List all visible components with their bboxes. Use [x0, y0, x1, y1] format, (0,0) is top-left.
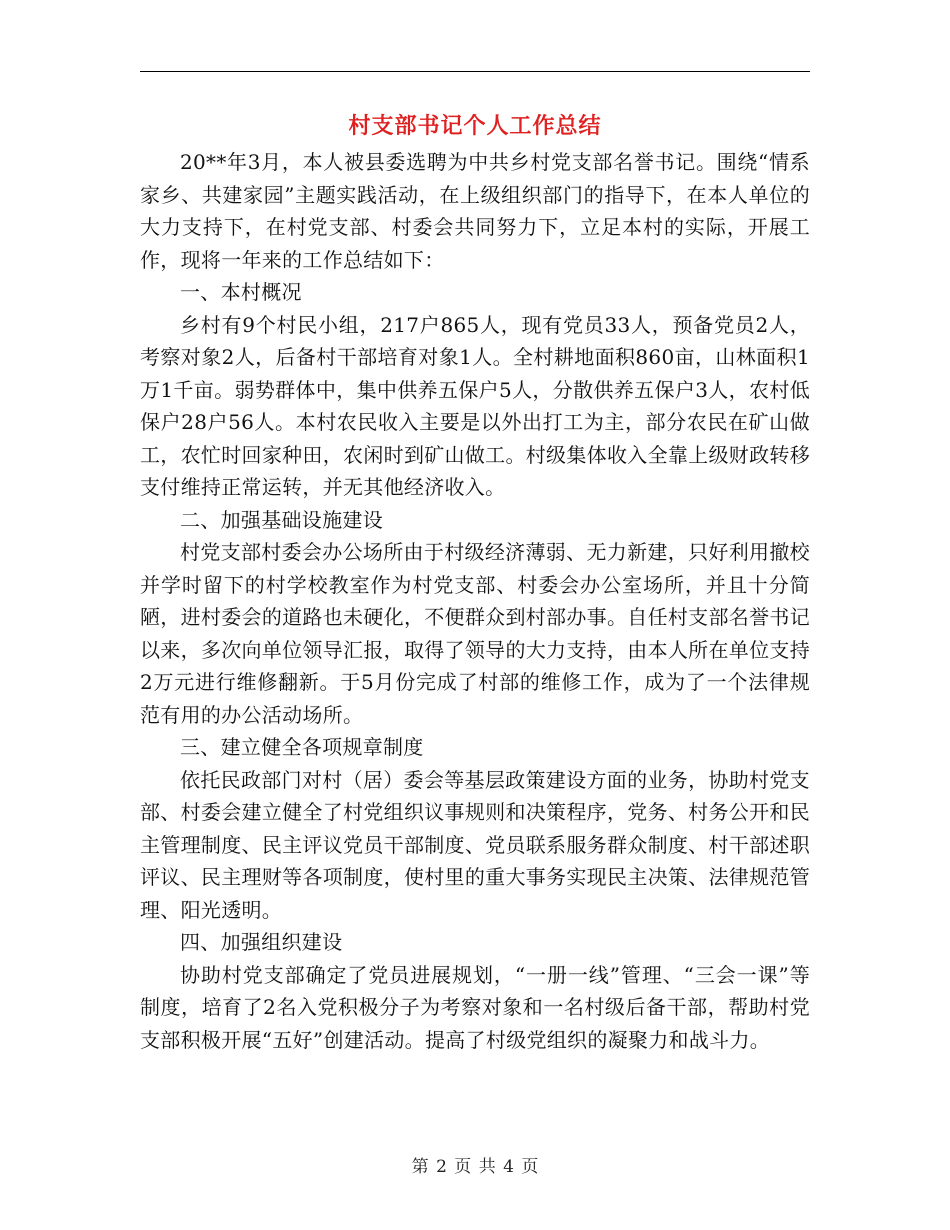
- section-heading-infrastructure: 二、加强基础设施建设: [180, 507, 383, 532]
- page-number-footer: 第 2 页 共 4 页: [411, 1157, 539, 1177]
- intro-paragraph: 20**年3月，本人被县委选聘为中共乡村党支部名誉书记。围绕“情系家乡、共建家园”主题实践活动，在上级组织部门的指导下，在本人单位的大力支持下，在村党支部、村委会共同努力下，立足本村的实际，开展工作，现将一年来的工作总结如下：: [140, 150, 810, 272]
- section-heading-organization: 四、加强组织建设: [180, 930, 343, 954]
- section-heading-overview: 一、本村概况: [180, 280, 302, 304]
- regulations-paragraph: 依托民政部门对村（居）委会等基层政策建设方面的业务，协助村党支部、村委会建立健全了村党组织议事规则和决策程序，党务、村务公开和民主管理制度、民主评议党员干部制度、党员联系服务群众制度、村干部述职评议、民主理财等各项制度，使村里的重大事务实现民主决策、法律规范管理、阳光透明。: [140, 767, 810, 922]
- document-body: [140, 146, 810, 1056]
- header-rule: [140, 71, 810, 72]
- infrastructure-paragraph: 村党支部村委会办公场所由于村级经济薄弱、无力新建，只好利用撤校并学时留下的村学校教室作为村党支部、村委会办公室场所，并且十分简陋，进村委会的道路也未硬化，不便群众到村部办事。自任村支部名誉书记以来，多次向单位领导汇报，取得了领导的大力支持，由本人所在单位支持2万元进行维修翻新。于5月份完成了村部的维修工作，成为了一个法律规范有用的办公活动场所。: [140, 540, 810, 727]
- section-heading-regulations: 三、建立健全各项规章制度: [180, 735, 424, 759]
- document-title: 村支部书记个人工作总结: [348, 113, 602, 139]
- organization-paragraph: 协助村党支部确定了党员进展规划，“一册一线”管理、“三会一课”等制度，培育了2名入党积极分子为考察对象和一名村级后备干部，帮助村党支部积极开展“五好”创建活动。提高了村级党组织的凝聚力和战斗力。: [140, 962, 810, 1052]
- overview-paragraph: 乡村有9个村民小组，217户865人，现有党员33人，预备党员2人，考察对象2人，后备村干部培育对象1人。全村耕地面积860亩，山林面积1万1千亩。弱势群体中，集中供养五保户5人，分散供养五保户3人，农村低保户28户56人。本村农民收入主要是以外出打工为主，部分农民在矿山做工，农忙时回家种田，农闲时到矿山做工。村级集体收入全靠上级财政转移支付维持正常运转，并无其他经济收入。: [140, 312, 810, 499]
